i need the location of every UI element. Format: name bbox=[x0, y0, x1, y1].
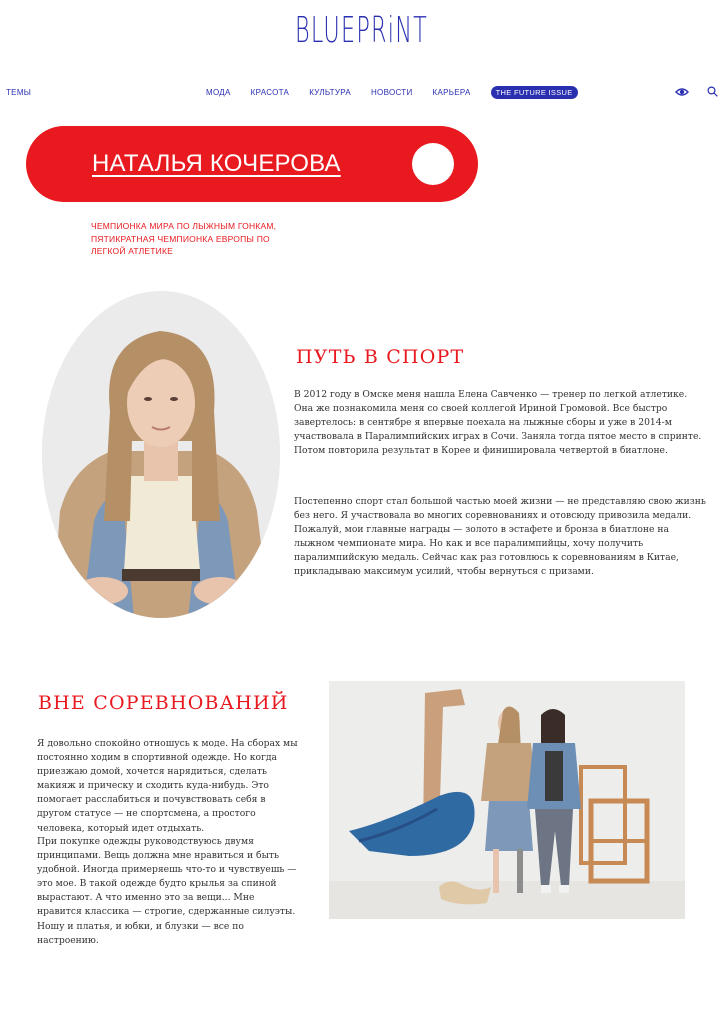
hero-title: НАТАЛЬЯ КОЧЕРОВА bbox=[92, 150, 341, 177]
nav-item-news[interactable]: НОВОСТИ bbox=[370, 88, 413, 97]
portrait-photo bbox=[42, 291, 280, 618]
hero-banner bbox=[26, 126, 478, 202]
site-logo[interactable]: BLUEPRiNT bbox=[294, 10, 429, 51]
eye-icon[interactable] bbox=[675, 86, 689, 98]
hero-subtitle: ЧЕМПИОНКА МИРА ПО ЛЫЖНЫМ ГОНКАМ, ПЯТИКРАТНАЯ ЧЕМПИОНКА ЕВРОПЫ ПО ЛЕГКОЙ АТЛЕТИКЕ bbox=[91, 221, 277, 256]
nav-topics[interactable]: ТЕМЫ bbox=[6, 88, 32, 97]
section-title-offcompetition: ВНЕ СОРЕВНОВАНИЙ bbox=[38, 692, 289, 714]
search-icon[interactable] bbox=[707, 86, 718, 97]
nav-item-culture[interactable]: КУЛЬТУРА bbox=[309, 88, 351, 97]
nav-item-future-issue[interactable]: THE FUTURE ISSUE bbox=[491, 86, 578, 99]
section-sport-paragraph-2: Постепенно спорт стал большой частью моей жизни — не представляю свою жизнь без него. Я участвовала во многих соревнованиях и отовсюду привозила медали. Пожалуй, мои главные награды — золото в эстафете и бронза в биатлоне на лыжном чемпионате мира. Но как и все паралимпийцы, хочу получить паралимпийскую медаль. Сейчас как раз готовлюсь к соревнованиям в Китае, прикладываю максимум усилий, чтобы вернуться с призами. bbox=[294, 496, 706, 578]
nav-item-fashion[interactable]: МОДА bbox=[206, 88, 231, 97]
section-off-paragraph-2: При покупке одежды руководствуюсь двумя принципами. Вещь должна мне нравиться и быть удобной. Иногда примеряешь что-то и чувствуешь — это мое. В такой одежде будто крылья за спиной вырастают. А что именно это за вещи... Мне нравится классика — строгие, сдержанные силуэты. Ношу и платья, и юбки, и блузки — все по настроению. bbox=[37, 836, 297, 946]
section-title-sport: ПУТЬ В СПОРТ bbox=[296, 346, 465, 368]
section-off-paragraph-1: Я довольно спокойно отношусь к моде. На сборах мы постоянно ходим в спортивной одежде. Но когда приезжаю домой, хочется нарядиться, сделать макияж и прическу и сходить куда-нибудь. Это помогает расслабиться и почувствовать себя в другом статусе — не спортсмена, а простого человека, который идет отдыхать. bbox=[37, 738, 298, 834]
fashion-photo bbox=[329, 681, 685, 919]
section-sport-paragraph-1: В 2012 году в Омске меня нашла Елена Савченко — тренер по легкой атлетике. Она же познакомила меня со своей коллегой Ириной Громовой. Все быстро завертелось: в сентябре я впервые поехала на лыжные сборы и уже в 2014-м участвовала в Паралимпийских играх в Сочи. Заняла тогда пятое место в спринте. Потом повторила результат в Корее и финишировала четвертой в биатлоне. bbox=[294, 389, 702, 457]
hero-circle-decoration bbox=[412, 143, 454, 185]
nav-item-beauty[interactable]: КРАСОТА bbox=[250, 88, 290, 97]
main-nav bbox=[206, 86, 578, 99]
nav-item-career[interactable]: КАРЬЕРА bbox=[432, 88, 471, 97]
